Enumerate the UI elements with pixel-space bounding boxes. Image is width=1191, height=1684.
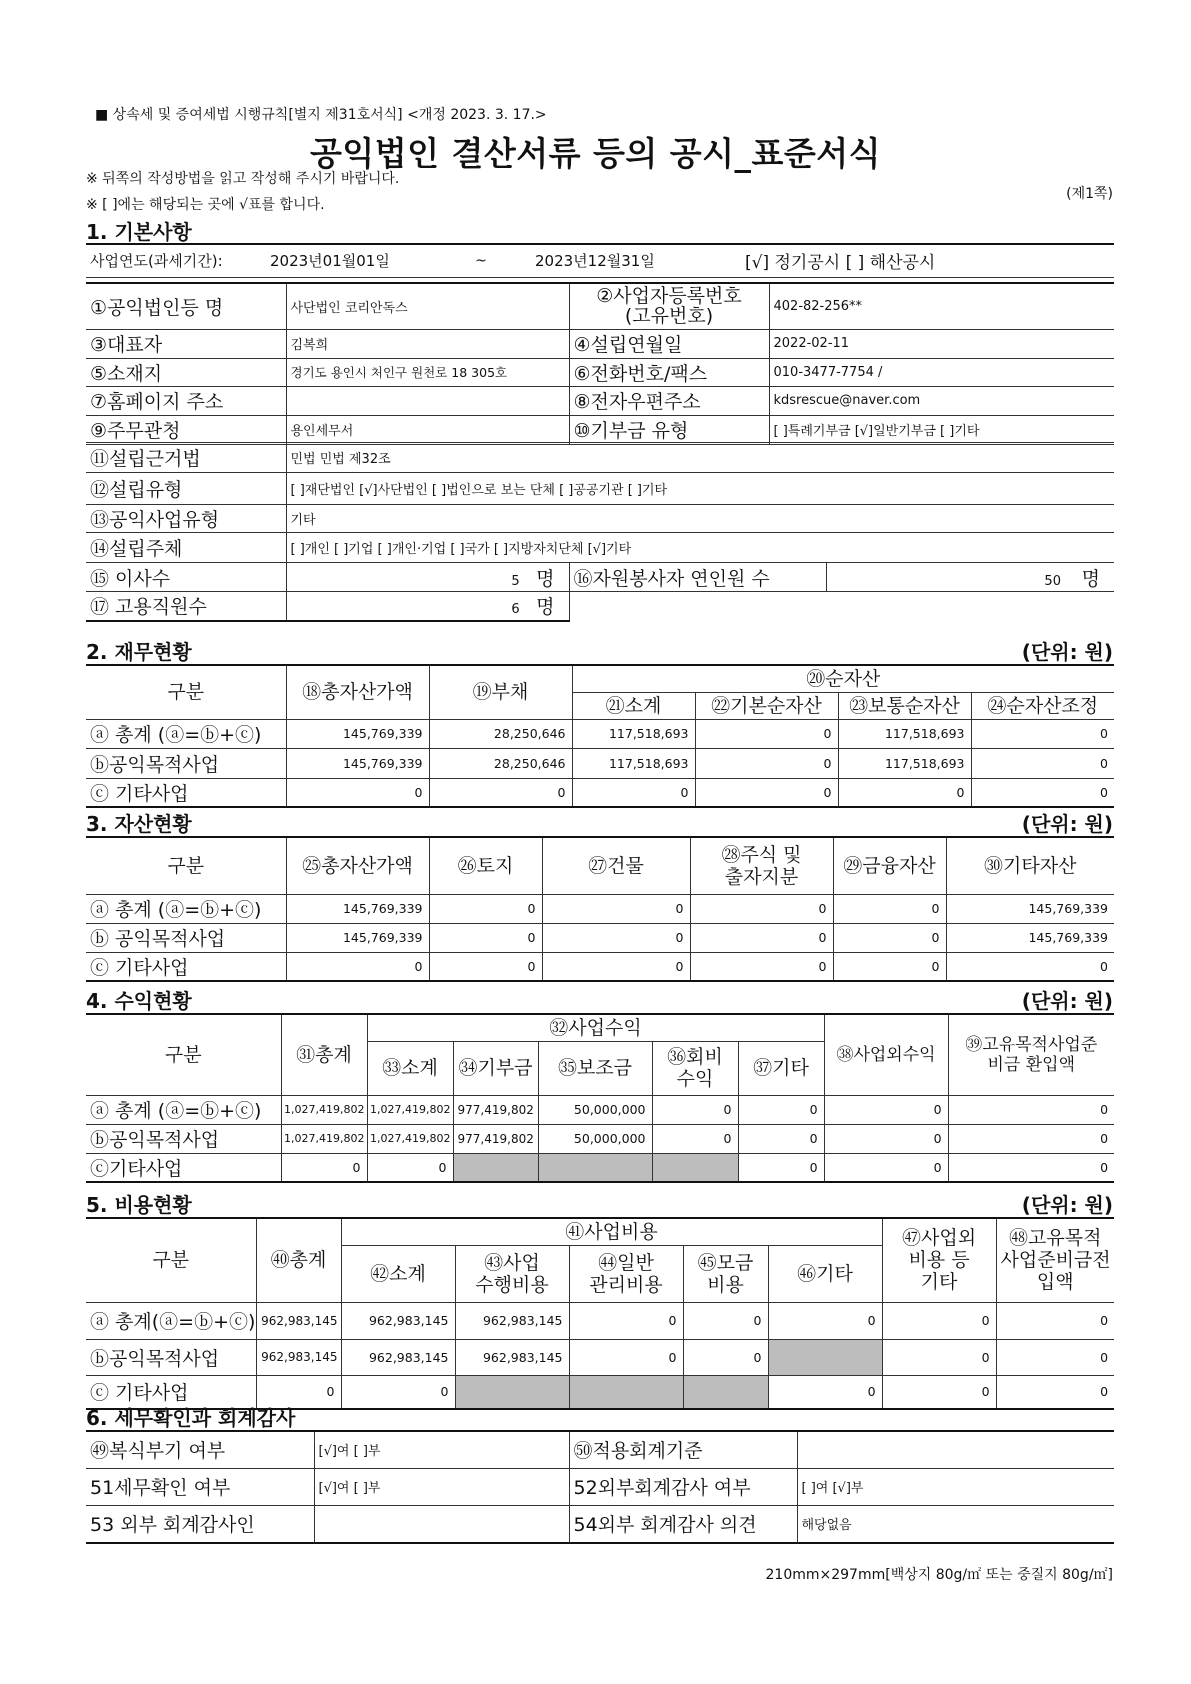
cell-value[interactable]: 145,769,339 — [286, 748, 429, 778]
header-financial-assets: ㉙금융자산 — [833, 837, 946, 894]
header-subtotal: ㉑소계 — [572, 692, 695, 719]
cell-value[interactable]: 0 — [833, 952, 946, 981]
fiscal-year-end: 2023년12월31일 — [531, 244, 741, 277]
header-net-assets-adjust: ㉔순자산조정 — [971, 692, 1114, 719]
unit-label: (단위: 원) — [1021, 812, 1113, 836]
cell-value[interactable]: 0 — [738, 1153, 824, 1182]
cell-value[interactable]: 0 — [695, 748, 838, 778]
cell-value[interactable]: 28,250,646 — [429, 748, 572, 778]
cell-value[interactable]: 117,518,693 — [572, 719, 695, 748]
volunteers-label: ⑯자원봉사자 연인원 수 — [569, 563, 826, 592]
header-subsidy: ㉟보조금 — [538, 1041, 652, 1095]
form-rule-reference: ■ 상속세 및 증여세법 시행규칙[별지 제31호서식] <개정 2023. 3. 17.> — [95, 107, 547, 123]
header-building: ㉗건물 — [542, 837, 690, 894]
disclosure-type-checkbox[interactable]: [√] 정기공시 [ ] 해산공시 — [741, 244, 1114, 277]
cell-value[interactable]: 0 — [542, 923, 690, 952]
cell-value[interactable]: 0 — [286, 778, 429, 807]
header-category: 구분 — [86, 837, 286, 894]
cell-value[interactable]: 0 — [996, 1302, 1114, 1339]
cell-value[interactable]: 0 — [695, 778, 838, 807]
cell-value[interactable]: 0 — [996, 1339, 1114, 1375]
unit-label: (단위: 원) — [1021, 640, 1113, 664]
cell-value[interactable]: 0 — [996, 1375, 1114, 1409]
section-expense-title: 5. 비용현황 — [86, 1193, 192, 1217]
header-category: 구분 — [86, 665, 286, 719]
cell-value[interactable]: 0 — [429, 952, 542, 981]
header-other-assets: ㉚기타자산 — [946, 837, 1114, 894]
cell-value[interactable]: 0 — [683, 1302, 768, 1339]
cell-value[interactable]: 0 — [971, 778, 1114, 807]
cell-value[interactable]: 0 — [824, 1153, 948, 1182]
cell-value[interactable]: 0 — [683, 1339, 768, 1375]
checkbox-note: ※ [ ]에는 해당되는 곳에 √표를 합니다. — [86, 197, 325, 213]
header-other: ㊲기타 — [738, 1041, 824, 1095]
header-total: ㉛총계 — [281, 1014, 367, 1095]
cell-value[interactable]: 977,419,802 — [453, 1095, 538, 1124]
cell-value[interactable]: 117,518,693 — [838, 748, 971, 778]
header-nonbusiness-expense: ㊼사업외 비용 등 기타 — [882, 1218, 996, 1302]
fiscal-year-start: 2023년01월01일 — [266, 244, 431, 277]
basic-label: ⑪설립근거법 — [86, 443, 286, 473]
cell-value[interactable]: 0 — [429, 778, 572, 807]
cell-value[interactable]: 0 — [256, 1375, 341, 1409]
assets-table — [86, 836, 1114, 982]
founder-type-checkbox[interactable]: [ ]개인 [ ]기업 [ ]개인·기업 [ ]국가 [ ]지방자치단체 [√]기타 — [286, 533, 1114, 563]
row-label: ⓒ 기타사업 — [86, 1375, 256, 1409]
cell-value[interactable]: 1,027,419,802 — [367, 1124, 453, 1153]
cell-value[interactable]: 1,027,419,802 — [281, 1124, 367, 1153]
cell-value[interactable]: 0 — [572, 778, 695, 807]
cell-value[interactable]: 0 — [281, 1153, 367, 1182]
section-audit-title: 6. 세무확인과 회계감사 — [86, 1406, 296, 1430]
section-revenue-title: 4. 수익현황 — [86, 989, 192, 1013]
cell-value[interactable]: 0 — [652, 1095, 738, 1124]
corp-name-value[interactable]: 사단법인 코리안독스 — [286, 283, 569, 329]
homepage-value[interactable] — [286, 386, 569, 415]
cell-value[interactable]: 0 — [838, 778, 971, 807]
cell-value[interactable]: 0 — [690, 923, 833, 952]
revenue-table — [86, 1013, 1114, 1183]
cell-value[interactable]: 145,769,339 — [286, 923, 429, 952]
cell-value[interactable]: 0 — [882, 1375, 996, 1409]
form-title: 공익법인 결산서류 등의 공시_표준서식 — [309, 134, 881, 173]
section-assets-title: 3. 자산현황 — [86, 812, 192, 836]
header-subtotal: ㉝소계 — [367, 1041, 453, 1095]
audit-label: 52외부회계감사 여부 — [569, 1468, 797, 1505]
header-other: ㊻기타 — [768, 1245, 882, 1302]
row-label: ⓐ 총계 (ⓐ=ⓑ+ⓒ) — [86, 719, 286, 748]
cell-value[interactable]: 1,027,419,802 — [367, 1095, 453, 1124]
cell-value[interactable]: 0 — [695, 719, 838, 748]
header-basic-net-assets: ㉒기본순자산 — [695, 692, 838, 719]
fiscal-year-label: 사업연도(과세기간): — [86, 244, 266, 277]
header-donation: ㉞기부금 — [453, 1041, 538, 1095]
volunteers-value: 50 — [1044, 573, 1061, 589]
basic-info-table-full — [86, 442, 1114, 563]
header-general-net-assets: ㉓보통순자산 — [838, 692, 971, 719]
cell-value[interactable]: 0 — [948, 1153, 1114, 1182]
directors-label: ⑮ 이사수 — [86, 563, 286, 592]
cell-value[interactable]: 0 — [690, 952, 833, 981]
header-stock: ㉘주식 및 출자지분 — [690, 837, 833, 894]
cell-value[interactable]: 0 — [542, 894, 690, 923]
cell-value[interactable]: 0 — [882, 1302, 996, 1339]
cell-value[interactable]: 145,769,339 — [286, 894, 429, 923]
page-number: (제1쪽) — [1066, 186, 1113, 202]
header-performance-cost: ㊸사업 수행비용 — [455, 1245, 569, 1302]
cell-value[interactable]: 0 — [768, 1302, 882, 1339]
cell-value[interactable]: 50,000,000 — [538, 1124, 652, 1153]
instruction-note: ※ 뒤쪽의 작성방법을 읽고 작성해 주시기 바랍니다. — [86, 171, 400, 187]
cell-value[interactable]: 0 — [882, 1339, 996, 1375]
cell-value[interactable]: 962,983,145 — [341, 1302, 455, 1339]
disabled-cell — [683, 1375, 768, 1409]
unit-label: (단위: 원) — [1021, 1193, 1113, 1217]
cell-value[interactable]: 1,027,419,802 — [281, 1095, 367, 1124]
person-unit: 명 — [536, 596, 555, 619]
audit-opinion-value[interactable]: 해당없음 — [797, 1505, 1114, 1543]
header-liabilities: ⑲부채 — [429, 665, 572, 719]
audit-label: 54외부 회계감사 의견 — [569, 1505, 797, 1543]
audit-label: 53 외부 회계감사인 — [86, 1505, 314, 1543]
external-audit-checkbox[interactable]: [ ]여 [√]부 — [797, 1468, 1114, 1505]
cell-value[interactable]: 0 — [738, 1095, 824, 1124]
legal-basis-value[interactable]: 민법 민법 제32조 — [286, 443, 1114, 473]
cell-value[interactable]: 962,983,145 — [455, 1302, 569, 1339]
row-label: ⓑ공익목적사업 — [86, 1124, 281, 1153]
fiscal-year-row — [86, 243, 1114, 278]
representative-value[interactable]: 김복희 — [286, 329, 569, 358]
authority-value[interactable]: 용인세무서 — [286, 415, 569, 444]
cell-value[interactable]: 28,250,646 — [429, 719, 572, 748]
cell-value[interactable]: 145,769,339 — [286, 719, 429, 748]
row-label: ⓑ공익목적사업 — [86, 748, 286, 778]
unit-label: (단위: 원) — [1021, 989, 1113, 1013]
cell-value[interactable]: 0 — [341, 1375, 455, 1409]
basic-label: ⑦홈페이지 주소 — [86, 386, 286, 415]
row-label: ⓐ 총계 (ⓐ=ⓑ+ⓒ) — [86, 1095, 281, 1124]
basic-label: ⑫설립유형 — [86, 473, 286, 505]
header-business-expense: ㊶사업비용 — [341, 1218, 882, 1245]
cell-value[interactable]: 0 — [367, 1153, 453, 1182]
audit-table — [86, 1430, 1114, 1544]
disabled-cell — [538, 1153, 652, 1182]
disabled-cell — [569, 1375, 683, 1409]
header-reserve-reversal: ㊴고유목적사업준 비금 환입액 — [948, 1014, 1114, 1095]
row-label: ⓑ공익목적사업 — [86, 1339, 256, 1375]
cell-value[interactable]: 0 — [948, 1124, 1114, 1153]
auditor-value[interactable] — [314, 1505, 569, 1543]
header-total-assets: ⑱총자산가액 — [286, 665, 429, 719]
cell-value[interactable]: 0 — [569, 1339, 683, 1375]
basic-label: ③대표자 — [86, 329, 286, 358]
founding-date-value[interactable]: 2022-02-11 — [769, 329, 1114, 358]
cell-value[interactable]: 0 — [833, 923, 946, 952]
person-unit: 명 — [1081, 567, 1100, 590]
fiscal-year-tilde: ~ — [431, 244, 531, 277]
cell-value[interactable]: 0 — [738, 1124, 824, 1153]
disabled-cell — [652, 1153, 738, 1182]
cell-value[interactable]: 962,983,145 — [341, 1339, 455, 1375]
header-membership-fee: ㊱회비 수익 — [652, 1041, 738, 1095]
cell-value[interactable]: 0 — [652, 1124, 738, 1153]
basic-label: ⑩기부금 유형 — [569, 415, 769, 444]
founding-type-checkbox[interactable]: [ ]재단법인 [√]사단법인 [ ]법인으로 보는 단체 [ ]공공기관 [ ]기타 — [286, 473, 1114, 505]
blank-cell — [569, 592, 826, 621]
employees-label: ⑰ 고용직원수 — [86, 592, 286, 621]
staff-table — [86, 562, 1114, 622]
donation-type-checkbox[interactable]: [ ]특례기부금 [√]일반기부금 [ ]기타 — [769, 415, 1114, 444]
cell-value[interactable]: 0 — [429, 923, 542, 952]
basic-label: ①공익법인등 명 — [86, 283, 286, 329]
header-business-revenue: ㉜사업수익 — [367, 1014, 824, 1041]
header-fundraising-cost: ㊺모금 비용 — [683, 1245, 768, 1302]
basic-label: ⑭설립주체 — [86, 533, 286, 563]
cell-value[interactable]: 145,769,339 — [946, 923, 1114, 952]
tax-review-checkbox[interactable]: [√]여 [ ]부 — [314, 1468, 569, 1505]
double-entry-checkbox[interactable]: [√]여 [ ]부 — [314, 1431, 569, 1468]
audit-label: ㊾복식부기 여부 — [86, 1431, 314, 1468]
audit-label: ㊿적용회계기준 — [569, 1431, 797, 1468]
cell-value[interactable]: 0 — [948, 1095, 1114, 1124]
row-label: ⓑ 공익목적사업 — [86, 923, 286, 952]
blank-cell — [826, 592, 1114, 621]
row-label: ⓒ 기타사업 — [86, 778, 286, 807]
finance-table — [86, 664, 1114, 808]
disabled-cell — [453, 1153, 538, 1182]
disabled-cell — [455, 1375, 569, 1409]
header-land: ㉖토지 — [429, 837, 542, 894]
header-category: 구분 — [86, 1218, 256, 1302]
cell-value[interactable]: 0 — [690, 894, 833, 923]
header-reserve-transfer: ㊽고유목적 사업준비금전 입액 — [996, 1218, 1114, 1302]
basic-label: ⑥전화번호/팩스 — [569, 358, 769, 386]
paper-spec-footer: 210mm×297mm[백상지 80g/㎡ 또는 중질지 80g/㎡] — [765, 1567, 1113, 1583]
section-basic-title: 1. 기본사항 — [86, 220, 192, 244]
header-total: ㊵총계 — [256, 1218, 341, 1302]
basic-info-table — [86, 282, 1114, 445]
business-number-value[interactable]: 402-82-256** — [769, 283, 1114, 329]
cell-value[interactable]: 0 — [542, 952, 690, 981]
cell-value[interactable]: 145,769,339 — [946, 894, 1114, 923]
section-finance-title: 2. 재무현황 — [86, 640, 192, 664]
cell-value[interactable]: 117,518,693 — [838, 719, 971, 748]
cell-value[interactable]: 0 — [768, 1375, 882, 1409]
email-value[interactable]: kdsrescue@naver.com — [769, 386, 1114, 415]
cell-value[interactable]: 977,419,802 — [453, 1124, 538, 1153]
header-category: 구분 — [86, 1014, 281, 1095]
cell-value[interactable]: 50,000,000 — [538, 1095, 652, 1124]
cell-value[interactable]: 962,983,145 — [256, 1339, 341, 1375]
row-label: ⓐ 총계(ⓐ=ⓑ+ⓒ) — [86, 1302, 256, 1339]
row-label: ⓒ기타사업 — [86, 1153, 281, 1182]
disabled-cell — [768, 1339, 882, 1375]
header-total-assets: ㉕총자산가액 — [286, 837, 429, 894]
expense-table — [86, 1217, 1114, 1410]
basic-label: ⑨주무관청 — [86, 415, 286, 444]
header-subtotal: ㊷소계 — [341, 1245, 455, 1302]
header-admin-cost: ㊹일반 관리비용 — [569, 1245, 683, 1302]
header-net-assets: ⑳순자산 — [572, 665, 1114, 692]
cell-value[interactable]: 0 — [429, 894, 542, 923]
cell-value[interactable]: 0 — [286, 952, 429, 981]
row-label: ⓒ 기타사업 — [86, 952, 286, 981]
cell-value[interactable]: 0 — [569, 1302, 683, 1339]
cell-value[interactable]: 962,983,145 — [256, 1302, 341, 1339]
basic-label: ⑧전자우편주소 — [569, 386, 769, 415]
cell-value[interactable]: 0 — [946, 952, 1114, 981]
volunteers-cell[interactable] — [826, 563, 1114, 592]
employees-value: 6 — [511, 602, 520, 618]
directors-value: 5 — [511, 573, 520, 589]
row-label: ⓐ 총계 (ⓐ=ⓑ+ⓒ) — [86, 894, 286, 923]
cell-value[interactable]: 0 — [824, 1124, 948, 1153]
audit-label: 51세무확인 여부 — [86, 1468, 314, 1505]
cell-value[interactable]: 0 — [971, 748, 1114, 778]
cell-value[interactable]: 0 — [833, 894, 946, 923]
basic-label: ②사업자등록번호 (고유번호) — [569, 283, 769, 329]
cell-value[interactable]: 962,983,145 — [455, 1339, 569, 1375]
address-value[interactable]: 경기도 용인시 처인구 원천로 18 305호 — [286, 358, 569, 386]
directors-cell[interactable] — [286, 563, 569, 592]
basic-label: ⑬공익사업유형 — [86, 505, 286, 533]
employees-cell[interactable] — [286, 592, 569, 621]
cell-value[interactable]: 0 — [971, 719, 1114, 748]
cell-value[interactable]: 117,518,693 — [572, 748, 695, 778]
header-nonbusiness-revenue: ㊳사업외수익 — [824, 1014, 948, 1095]
cell-value[interactable]: 0 — [824, 1095, 948, 1124]
basic-label: ④설립연월일 — [569, 329, 769, 358]
business-type-value[interactable]: 기타 — [286, 505, 1114, 533]
person-unit: 명 — [536, 567, 555, 590]
accounting-standard-value[interactable] — [797, 1431, 1114, 1468]
basic-label: ⑤소재지 — [86, 358, 286, 386]
phone-fax-value[interactable]: 010-3477-7754 / — [769, 358, 1114, 386]
